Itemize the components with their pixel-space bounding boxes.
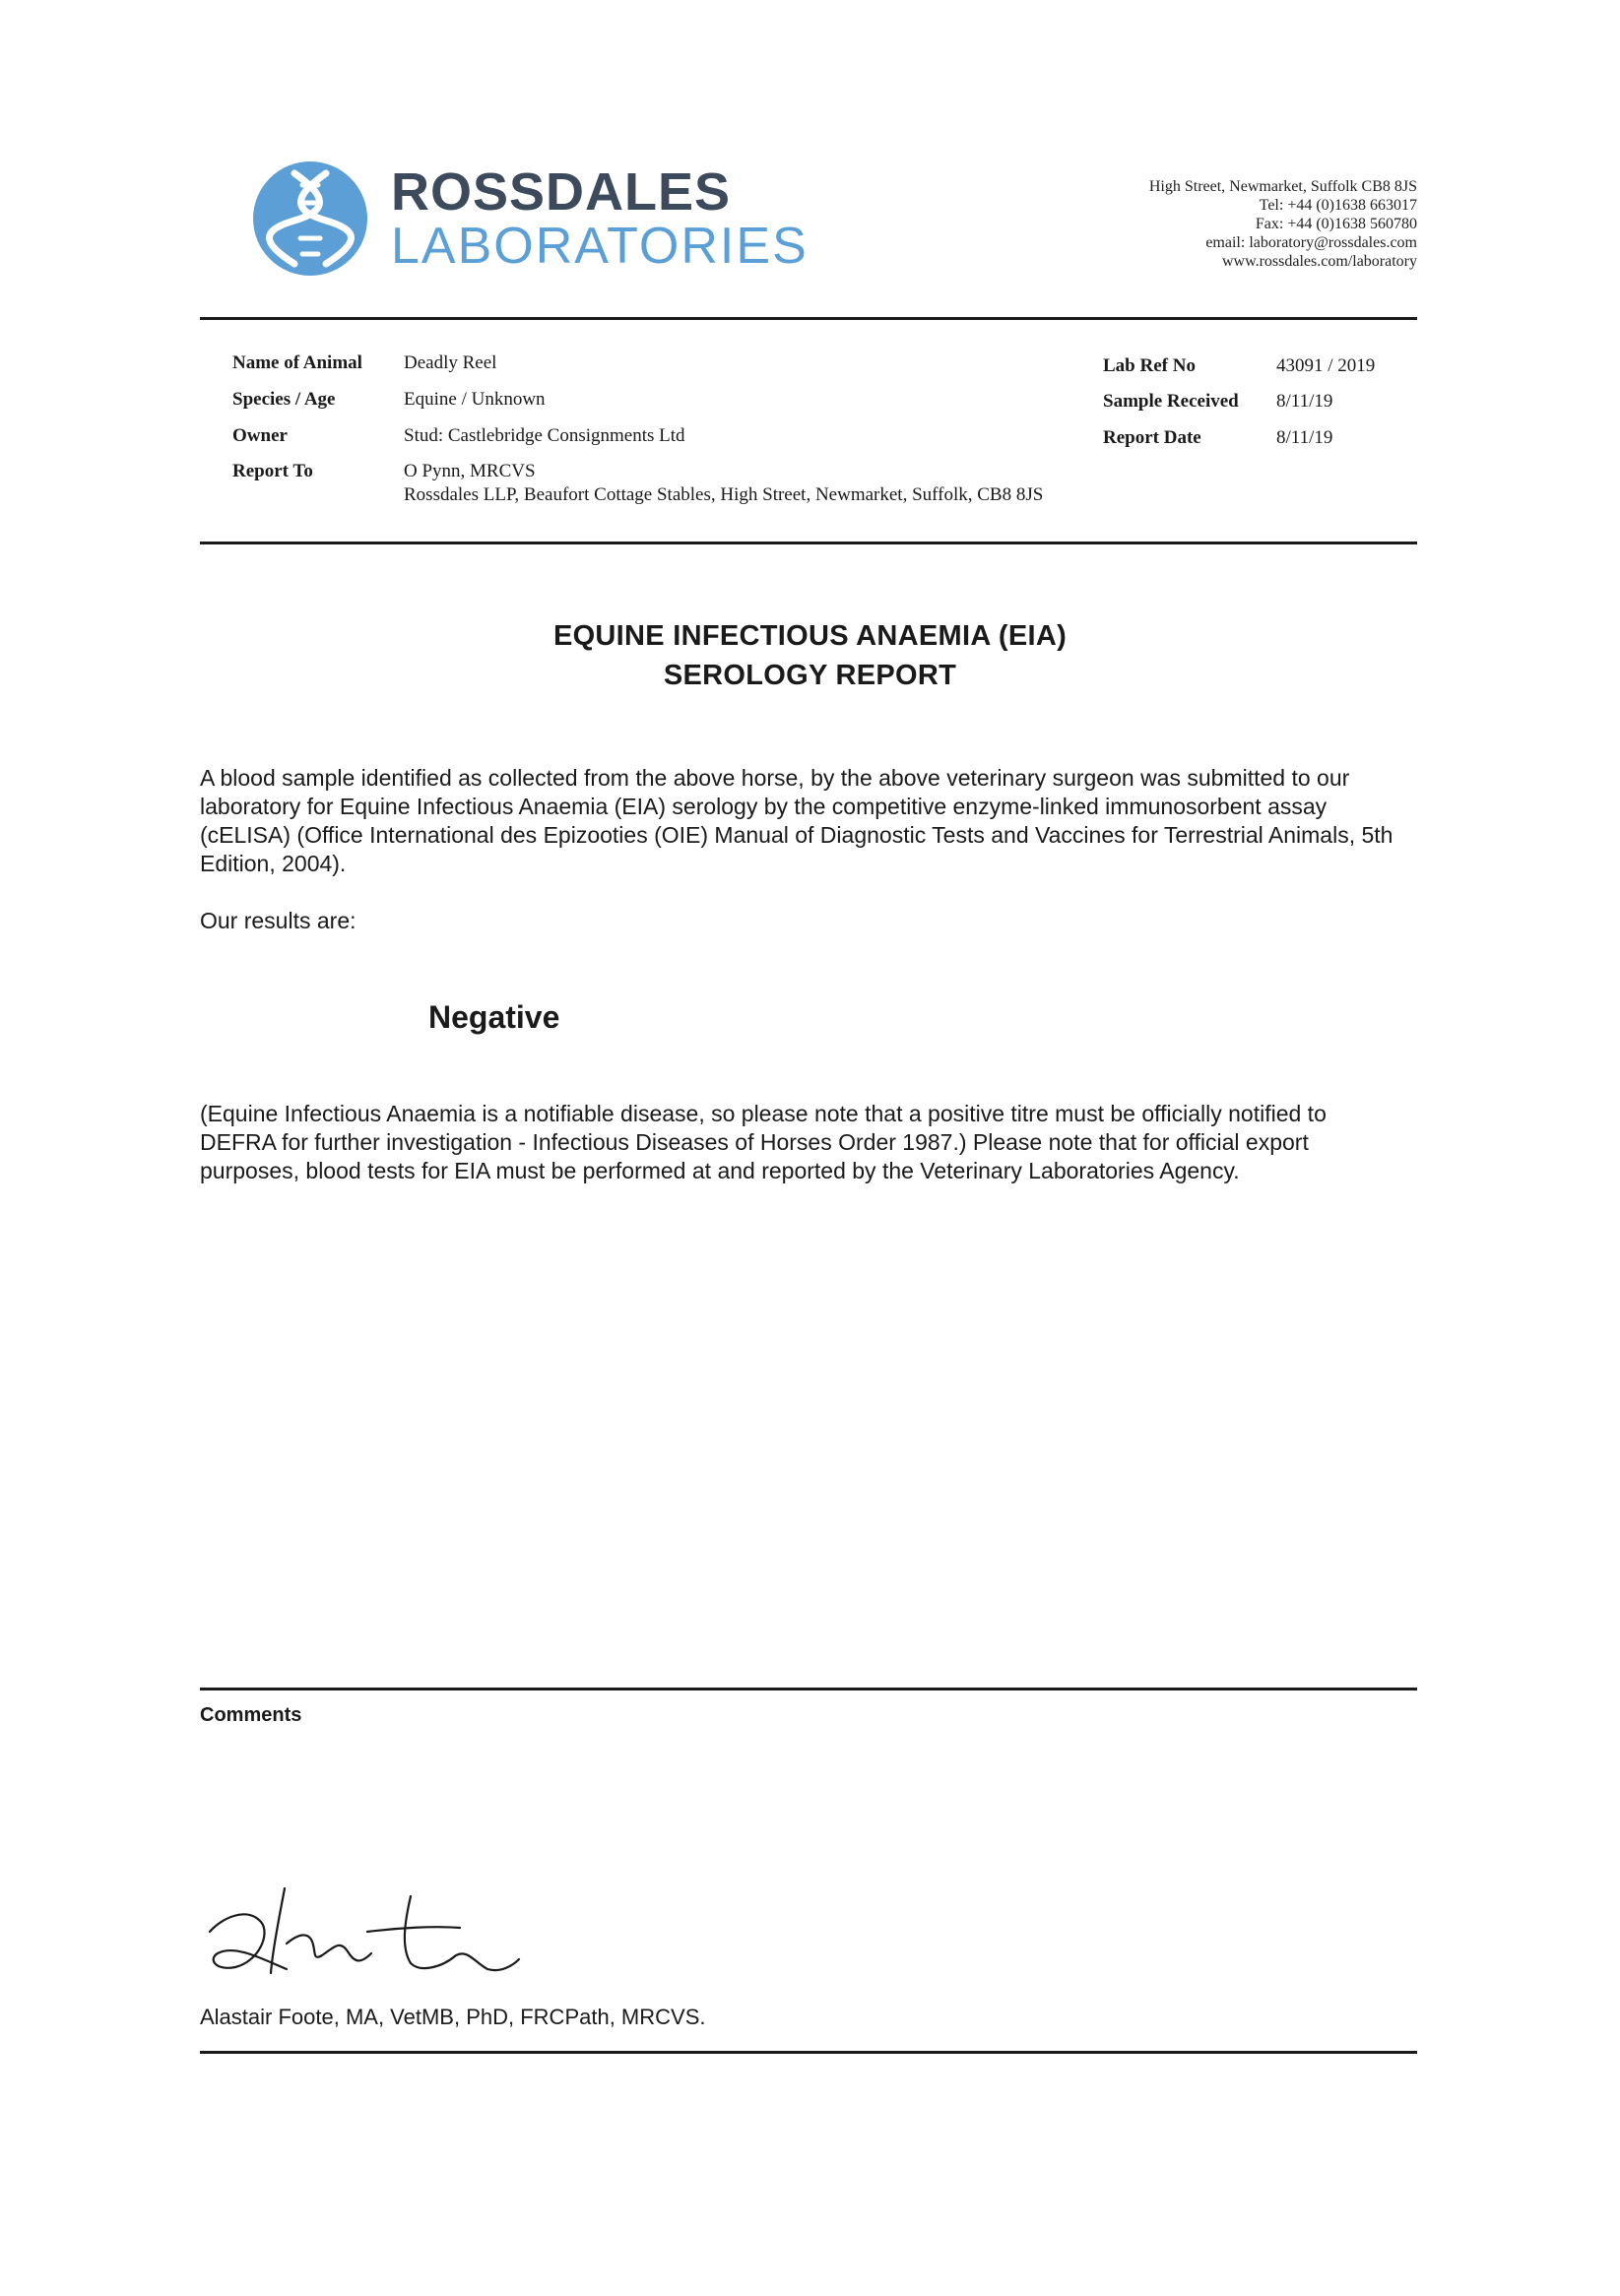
fax: Fax: +44 (0)1638 560780 — [1255, 216, 1417, 232]
value-report-to-address: Rossdales LLP, Beaufort Cottage Stables, High Street, Newmarket, Suffolk, CB8 8JS — [404, 484, 1044, 505]
value-name-of-animal: Deadly Reel — [404, 352, 497, 373]
note-paragraph — [200, 1100, 1421, 1185]
result-value: Negative — [428, 999, 560, 1035]
brand-name-line1: ROSSDALES — [391, 162, 732, 222]
label-sample-received: Sample Received — [1103, 391, 1239, 412]
intro-line: (cELISA) (Office International des Epizooties (OIE) Manual of Diagnostic Tests and Vaccines for Terrestrial Animals, 5th — [200, 822, 1393, 848]
report-title-line1: EQUINE INFECTIOUS ANAEMIA (EIA) — [552, 620, 1068, 652]
telephone: Tel: +44 (0)1638 663017 — [1259, 197, 1417, 214]
value-sample-received: 8/11/19 — [1276, 391, 1333, 412]
label-lab-ref: Lab Ref No — [1103, 355, 1196, 376]
note-line: (Equine Infectious Anaemia is a notifiable disease, so please note that a positive titre must be officially notified to — [200, 1101, 1327, 1126]
contact-block — [1149, 177, 1417, 271]
label-report-date: Report Date — [1103, 427, 1201, 448]
address: High Street, Newmarket, Suffolk CB8 8JS — [1148, 178, 1417, 195]
label-report-to: Report To — [232, 461, 313, 481]
value-report-to-name: O Pynn, MRCVS — [404, 461, 536, 481]
value-report-date: 8/11/19 — [1276, 427, 1333, 448]
brand-name-line2: LABORATORIES — [391, 218, 809, 275]
signer-name: Alastair Foote, MA, VetMB, PhD, FRCPath, MRCVS. — [200, 2005, 706, 2029]
intro-paragraph — [200, 764, 1421, 878]
footer-divider — [200, 2051, 1417, 2054]
intro-line: A blood sample identified as collected from the above horse, by the above veterinary surgeon was submitted to our — [200, 765, 1350, 791]
label-name-of-animal: Name of Animal — [232, 352, 362, 373]
results-intro: Our results are: — [200, 908, 356, 933]
signature-image — [202, 1871, 527, 1994]
header-divider — [200, 317, 1417, 320]
details-divider — [200, 542, 1417, 544]
value-species-age: Equine / Unknown — [404, 389, 546, 410]
comments-divider — [200, 1688, 1417, 1690]
email: email: laboratory@rossdales.com — [1205, 234, 1417, 251]
note-line: purposes, blood tests for EIA must be performed at and reported by the Veterinary Laboratories Agency. — [200, 1158, 1240, 1183]
intro-line: Edition, 2004). — [200, 851, 347, 876]
label-owner: Owner — [232, 425, 288, 446]
report-title-line2: SEROLOGY REPORT — [663, 660, 957, 691]
value-owner: Stud: Castlebridge Consignments Ltd — [404, 425, 685, 446]
website: www.rossdales.com/laboratory — [1221, 253, 1417, 270]
note-line: DEFRA for further investigation - Infectious Diseases of Horses Order 1987.) Please note that for official export — [200, 1129, 1309, 1155]
intro-line: laboratory for Equine Infectious Anaemia (EIA) serology by the competitive enzyme-linked immunosorbent assay — [200, 794, 1328, 819]
value-lab-ref: 43091 / 2019 — [1276, 355, 1376, 376]
label-species-age: Species / Age — [232, 389, 336, 410]
dna-helix-icon — [251, 159, 369, 278]
comments-label: Comments — [200, 1704, 302, 1726]
